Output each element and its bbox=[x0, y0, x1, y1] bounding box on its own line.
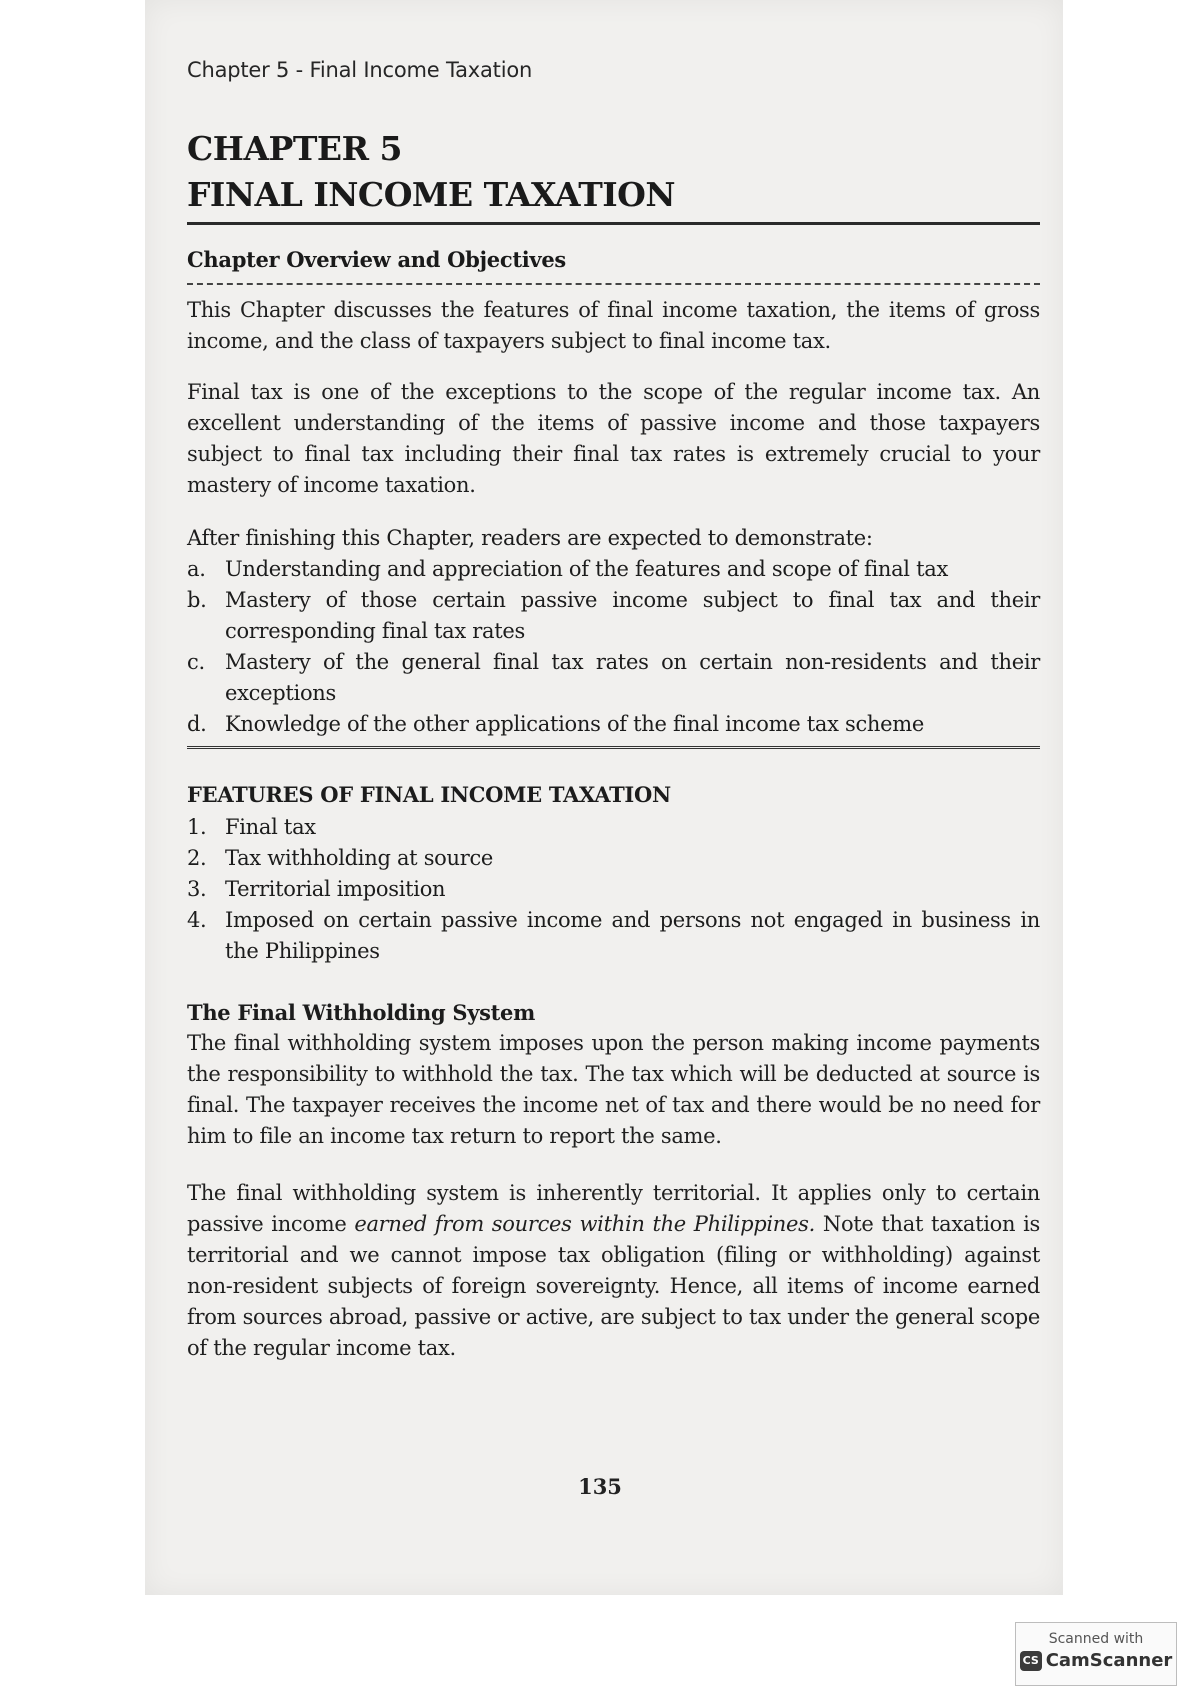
withholding-p2-emphasis: earned from sources within the Philippines. bbox=[354, 1212, 816, 1236]
feature-marker: 3. bbox=[187, 877, 207, 901]
stamp-caption: Scanned with bbox=[1048, 1631, 1144, 1647]
feature-text: Tax withholding at source bbox=[225, 846, 494, 870]
withholding-paragraph-1: The final withholding system imposes upon the person making income payments the responsibility to withhold the tax. The tax which will be deducted at source is final. The taxpayer receives the income net of tax and there would be no need for him to file an income tax return to report the same. bbox=[187, 1031, 1040, 1148]
feature-item bbox=[187, 905, 1040, 967]
features-list bbox=[187, 812, 1040, 967]
objective-text: Understanding and appreciation of the features and scope of final tax bbox=[225, 557, 948, 581]
feature-text: Imposed on certain passive income and persons not engaged in business in the Philippines bbox=[225, 908, 1040, 963]
feature-text: Territorial imposition bbox=[225, 877, 446, 901]
objectives-intro: After finishing this Chapter, readers are expected to demonstrate: bbox=[187, 526, 873, 550]
overview-paragraph-1: This Chapter discusses the features of final income taxation, the items of gross income, and the class of taxpayers subject to final income tax. bbox=[187, 298, 1040, 353]
camscanner-logo-icon: CS bbox=[1020, 1651, 1042, 1671]
camscanner-stamp bbox=[1015, 1622, 1177, 1686]
objective-item bbox=[187, 554, 1040, 585]
title-rule bbox=[187, 222, 1040, 225]
feature-item bbox=[187, 874, 1040, 905]
objective-item bbox=[187, 585, 1040, 647]
overview-paragraph-2: Final tax is one of the exceptions to the scope of the regular income tax. An excellent understanding of the items of passive income and those taxpayers subject to final tax including their final tax rates is extremely crucial to your mastery of income taxation. bbox=[187, 380, 1040, 497]
objective-text: Mastery of those certain passive income subject to final tax and their corresponding final tax rates bbox=[225, 588, 1040, 643]
stamp-brand-name: CamScanner bbox=[1045, 1650, 1173, 1671]
objective-marker: b. bbox=[187, 588, 207, 612]
chapter-number: CHAPTER 5 bbox=[187, 129, 402, 168]
page-content bbox=[187, 58, 1040, 1364]
feature-marker: 2. bbox=[187, 846, 207, 870]
overview-heading: Chapter Overview and Objectives bbox=[187, 247, 566, 272]
withholding-p2-start: The final withholding system is inherently territorial. It applies only to certain passive income bbox=[187, 1181, 1040, 1236]
objective-item bbox=[187, 709, 1040, 740]
objective-item bbox=[187, 647, 1040, 709]
feature-text: Final tax bbox=[225, 815, 316, 839]
feature-item bbox=[187, 812, 1040, 843]
feature-marker: 1. bbox=[187, 815, 207, 839]
overview-dashed-rule bbox=[187, 283, 1040, 285]
objectives-rule bbox=[187, 746, 1040, 749]
objectives-list bbox=[187, 554, 1040, 740]
objective-marker: a. bbox=[187, 557, 206, 581]
withholding-heading: The Final Withholding System bbox=[187, 1000, 536, 1025]
feature-marker: 4. bbox=[187, 908, 207, 932]
objective-text: Knowledge of the other applications of the final income tax scheme bbox=[225, 712, 925, 736]
withholding-p2-end: Note that taxation is territorial and we cannot impose tax obligation (filing or withholding) against non-resident subjects of foreign sovereignty. Hence, all items of income earned from sources abroad, passive or active, are subject to tax under the general scope of the regular income tax. bbox=[187, 1212, 1040, 1360]
running-header: Chapter 5 - Final Income Taxation bbox=[187, 58, 533, 82]
objective-text: Mastery of the general final tax rates on certain non-residents and their exceptions bbox=[225, 650, 1040, 705]
withholding-paragraph-2 bbox=[187, 1178, 1040, 1364]
feature-item bbox=[187, 843, 1040, 874]
objective-marker: d. bbox=[187, 712, 207, 736]
page-number: 135 bbox=[578, 1474, 622, 1499]
features-heading: FEATURES OF FINAL INCOME TAXATION bbox=[187, 782, 671, 807]
chapter-title: FINAL INCOME TAXATION bbox=[187, 175, 676, 214]
objective-marker: c. bbox=[187, 650, 205, 674]
stamp-brand bbox=[1016, 1650, 1176, 1671]
